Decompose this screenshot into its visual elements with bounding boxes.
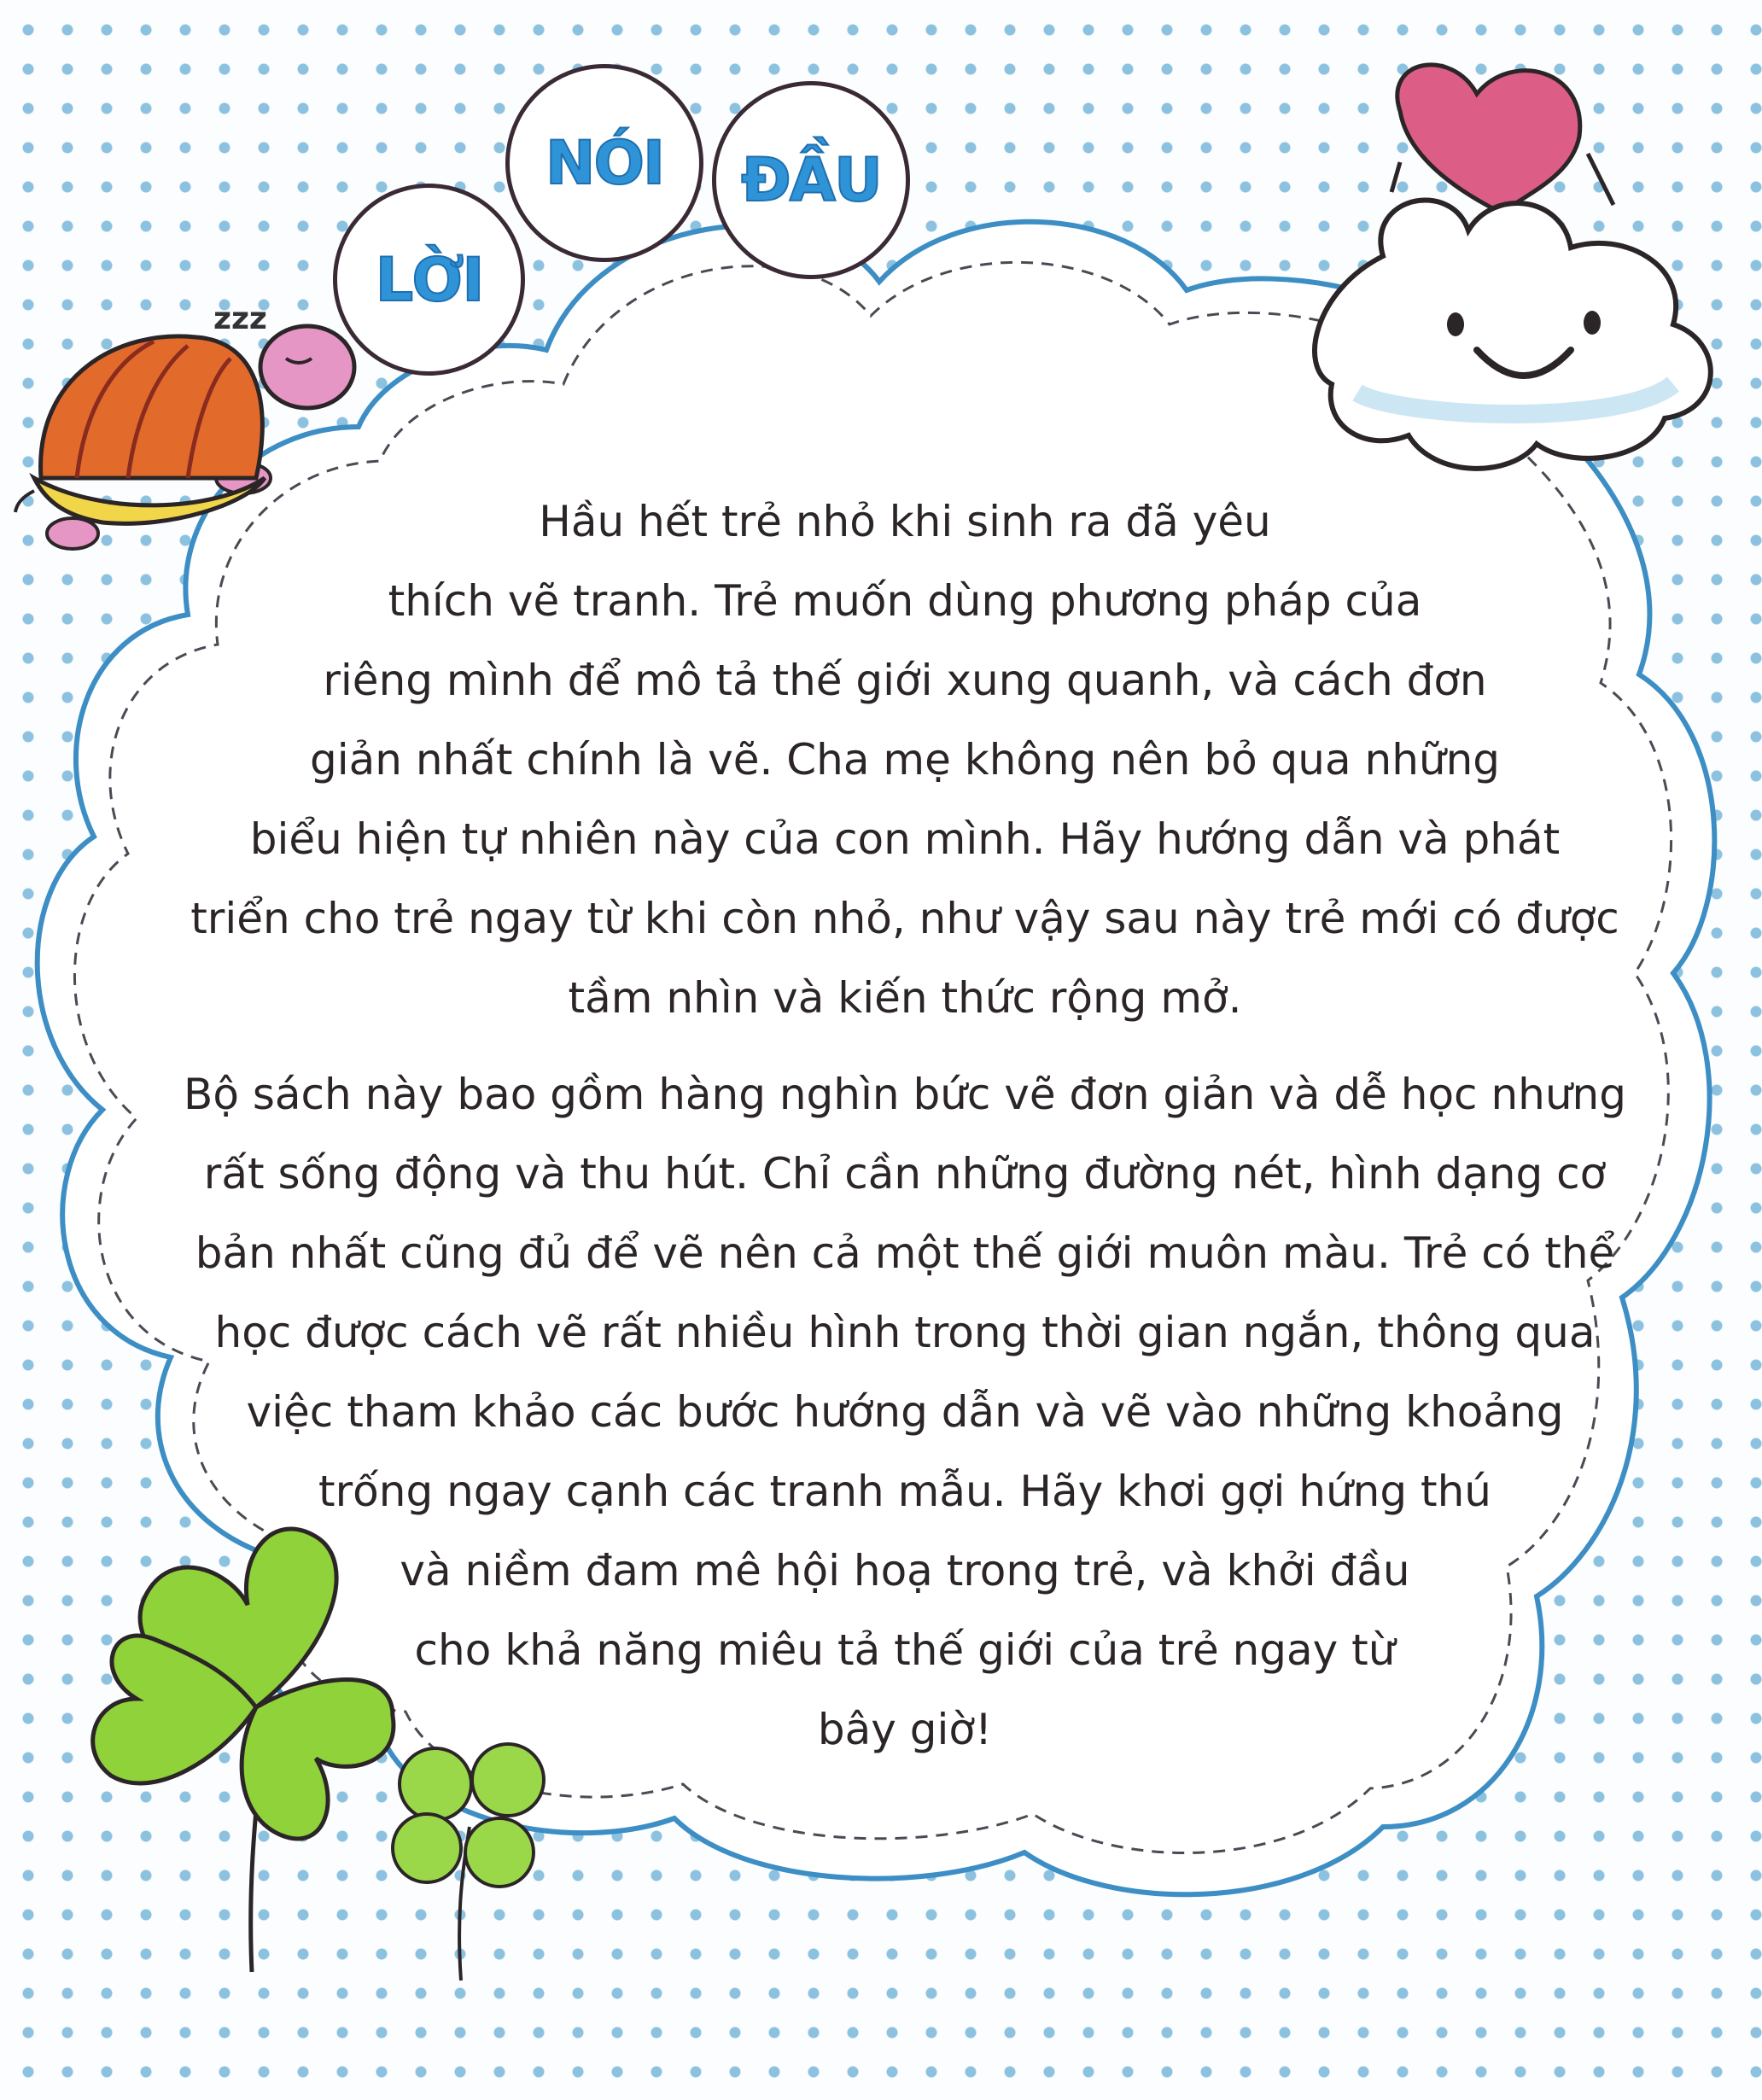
text-line: biểu hiện tự nhiên này của con mình. Hãy hướng dẫn và phát xyxy=(249,814,1561,864)
svg-text:zzz: zzz xyxy=(213,301,267,336)
text-line: triển cho trẻ ngay từ khi còn nhỏ, như vậy sau này trẻ mới có được xyxy=(190,894,1619,943)
text-line: cho khả năng miêu tả thế giới của trẻ ngay từ xyxy=(414,1625,1396,1675)
title-word-2: NÓI xyxy=(545,128,664,198)
text-line: trống ngay cạnh các tranh mẫu. Hãy khơi gợi hứng thú xyxy=(318,1467,1491,1516)
text-line: bây giờ! xyxy=(817,1705,993,1754)
paragraph-1 xyxy=(137,482,1673,1038)
text-line: giản nhất chính là vẽ. Cha mẹ không nên bỏ qua những xyxy=(309,735,1501,785)
text-line: và niềm đam mê hội hoạ trong trẻ, và khởi đầu xyxy=(400,1546,1410,1595)
title-word-1: LỜI xyxy=(375,244,483,315)
title-word-3: ĐẦU xyxy=(741,145,881,215)
text-line: riêng mình để mô tả thế giới xung quanh, và cách đơn xyxy=(323,656,1487,705)
text-line: Hầu hết trẻ nhỏ khi sinh ra đã yêu xyxy=(539,497,1271,546)
text-line: thích vẽ tranh. Trẻ muốn dùng phương pháp của xyxy=(388,576,1422,626)
text-line: việc tham khảo các bước hướng dẫn và vẽ vào những khoảng xyxy=(246,1387,1564,1437)
text-line: Bộ sách này bao gồm hàng nghìn bức vẽ đơn giản và dễ học nhưng xyxy=(184,1070,1626,1119)
text-line: học được cách vẽ rất nhiều hình trong thời gian ngắn, thông qua xyxy=(214,1308,1596,1357)
text-line: bản nhất cũng đủ để vẽ nên cả một thế giới muôn màu. Trẻ có thể xyxy=(195,1228,1615,1278)
text-line: tầm nhìn và kiến thức rộng mở. xyxy=(568,973,1242,1023)
preface-text xyxy=(137,482,1673,1770)
paragraph-2 xyxy=(137,1055,1673,1770)
text-line: rất sống động và thu hút. Chỉ cần những đường nét, hình dạng cơ xyxy=(203,1149,1607,1199)
